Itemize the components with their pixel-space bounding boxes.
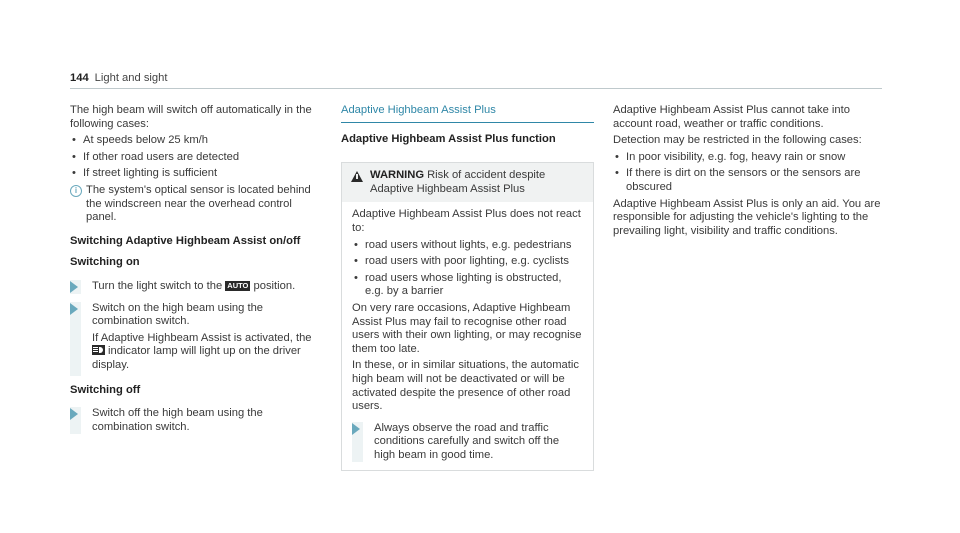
step-bar [352, 422, 363, 463]
arrow-icon [70, 408, 78, 420]
switching-off-heading: Switching off [70, 383, 141, 396]
list-item: • road users without lights, e.g. pedestrians [352, 239, 583, 253]
list-item: • If there is dirt on the sensors or the sensors are obscured [613, 167, 881, 194]
section-divider [341, 122, 594, 123]
step-text: Switch off the high beam using the combination switch. [92, 407, 263, 433]
warning-title: Risk of accident despite Adaptive Highbeam Assist Plus [370, 169, 546, 195]
function-heading: Adaptive Highbeam Assist Plus function [341, 132, 556, 145]
warning-lead: Adaptive Highbeam Assist Plus does not react to: [352, 208, 581, 234]
warning-box [341, 162, 594, 471]
step-text-part: Turn the light switch to the [92, 279, 226, 292]
step-bar [70, 280, 81, 294]
step-text [81, 302, 318, 376]
auto-symbol-icon: AUTO [227, 280, 249, 290]
detection-cases [613, 151, 881, 195]
info-note-text: The system's optical sensor is located behind the windscreen near the overhead control panel. [86, 183, 311, 224]
step-item [352, 422, 583, 463]
step-text-part: position. [250, 279, 296, 292]
page-section-title: Light and sight [94, 72, 168, 84]
list-item: • If other road users are detected [70, 151, 318, 165]
column-right [613, 104, 881, 241]
arrow-icon [70, 303, 78, 315]
step-text: Always observe the road and traffic conditions carefully and switch off the high beam in good time. [374, 421, 560, 461]
list-item: • road users whose lighting is obstructed, e.g. by a barrier [352, 272, 583, 299]
switching-on-heading: Switching on [70, 256, 140, 269]
arrow-icon [70, 281, 78, 293]
warning-list [352, 239, 583, 299]
list-item: • At speeds below 25 km/h [70, 134, 318, 148]
paragraph: Adaptive Highbeam Assist Plus is only an aid. You are responsible for adjusting the vehicle's lighting to the prevailing light, visibility and traffic conditions. [613, 197, 881, 237]
info-note [70, 184, 318, 225]
step-bar [70, 302, 81, 376]
step-text [81, 280, 295, 294]
step-text-part [92, 332, 318, 373]
step-text-part: indicator lamp will light up on the driver display. [92, 345, 301, 371]
step-item [70, 302, 318, 376]
step-item [70, 407, 318, 434]
warning-paragraph: On very rare occasions, Adaptive Highbeam Assist Plus may fail to recognise other road users with their own lighting, or may recognise them too late. [352, 301, 582, 355]
page-number: 144 [70, 72, 89, 84]
header-divider [70, 88, 882, 89]
step-text-part: Switch on the high beam using the combination switch. [92, 301, 264, 328]
step-item [70, 280, 318, 294]
page-header [70, 72, 882, 86]
column-middle [341, 104, 594, 471]
step-bar [70, 407, 81, 434]
high-beam-indicator-icon [92, 345, 105, 355]
warning-triangle-icon [351, 171, 363, 182]
warning-body [342, 202, 593, 470]
arrow-icon [352, 423, 360, 435]
column-left [70, 104, 318, 442]
info-icon: i [70, 185, 82, 197]
switching-heading: Switching Adaptive Highbeam Assist on/off [70, 234, 301, 247]
list-item: • In poor visibility, e.g. fog, heavy rain or snow [613, 151, 881, 165]
paragraph: Detection may be restricted in the following cases: [613, 134, 862, 147]
auto-off-cases [70, 134, 318, 181]
warning-label: WARNING [370, 169, 425, 182]
step-text-part: If Adaptive Highbeam Assist is activated, the [92, 331, 312, 344]
warning-header [342, 163, 593, 202]
list-item: • If street lighting is sufficient [70, 167, 318, 181]
paragraph: Adaptive Highbeam Assist Plus cannot take into account road, weather or traffic conditions. [613, 104, 850, 130]
list-item: • road users with poor lighting, e.g. cyclists [352, 255, 583, 269]
auto-off-intro: The high beam will switch off automatically in the following cases: [70, 104, 312, 130]
warning-paragraph: In these, or in similar situations, the automatic high beam will not be deactivated or will be activated despite the presence of other road users. [352, 359, 579, 413]
section-title: Adaptive Highbeam Assist Plus [341, 104, 496, 116]
